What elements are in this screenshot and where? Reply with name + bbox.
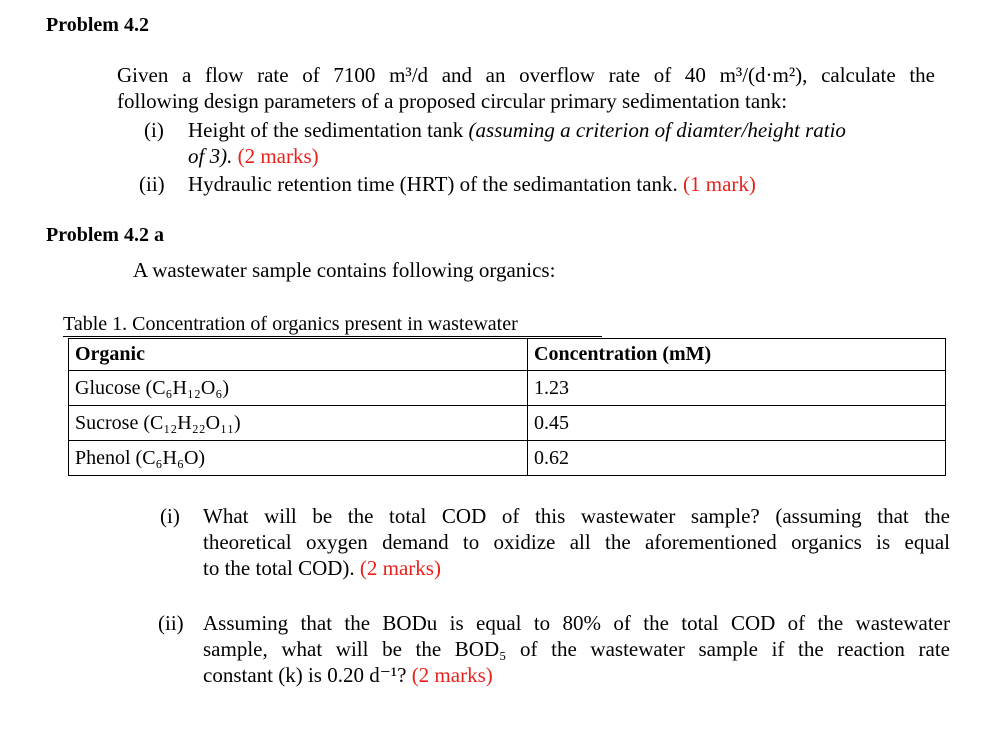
table-header-row — [69, 339, 946, 371]
problem-heading: Problem 4.2 — [46, 14, 149, 36]
question-line-3: constant (k) is 0.20 d⁻¹? — [203, 663, 407, 687]
cell-organic: Phenol (C₆H₆O) — [69, 441, 528, 476]
cell-concentration: 1.23 — [528, 371, 946, 406]
caption-underline — [63, 336, 602, 337]
cell-organic: Glucose (C₆H₁₂O₆) — [69, 371, 528, 406]
item-text: Hydraulic retention time (HRT) of the sedimantation tank. — [188, 172, 678, 196]
design-item-height — [144, 117, 944, 169]
item-number: (ii) — [139, 172, 165, 196]
table-row — [69, 406, 946, 441]
item-number: (i) — [144, 118, 164, 142]
organics-table — [68, 338, 946, 476]
question-line-1: Assuming that the BODu is equal to 80% of the total COD of the wastewater — [203, 611, 950, 635]
question-cod — [160, 503, 950, 583]
item-marks: (1 mark) — [683, 172, 756, 196]
question-number: (i) — [160, 504, 180, 528]
question-line-1: What will be the total COD of this wastewater sample? (assuming that the — [203, 504, 950, 528]
question-line-3: to the total COD). — [203, 556, 355, 580]
problem-heading-a: Problem 4.2 a — [46, 224, 164, 246]
question-bod5 — [158, 610, 950, 690]
problem-intro — [117, 62, 935, 114]
cell-organic: Sucrose (C₁₂H₂₂O₁₁) — [69, 406, 528, 441]
header-concentration: Concentration (mM) — [528, 339, 946, 371]
item-criterion-cont: of 3). — [188, 144, 233, 168]
question-marks: (2 marks) — [359, 556, 441, 580]
problem-a-intro: A wastewater sample contains following organics: — [133, 258, 556, 282]
question-line-2: theoretical oxygen demand to oxidize all the aforementioned organics is equal — [203, 530, 950, 554]
item-criterion: (assuming a criterion of diamter/height ratio — [468, 118, 846, 142]
header-organic: Organic — [69, 339, 528, 371]
question-marks: (2 marks) — [411, 663, 493, 687]
design-item-hrt — [139, 171, 944, 197]
table-row — [69, 371, 946, 406]
table-caption: Table 1. Concentration of organics present in wastewater — [63, 313, 518, 335]
table-row — [69, 441, 946, 476]
intro-line-2: following design parameters of a proposed circular primary sedimentation tank: — [117, 89, 788, 113]
cell-concentration: 0.62 — [528, 441, 946, 476]
cell-concentration: 0.45 — [528, 406, 946, 441]
question-line-2: sample, what will be the BOD₅ of the wastewater sample if the reaction rate — [203, 637, 950, 661]
item-marks: (2 marks) — [237, 144, 319, 168]
item-text: Height of the sedimentation tank — [188, 118, 464, 142]
intro-line-1: Given a flow rate of 7100 m³/d and an overflow rate of 40 m³/(d·m²), calculate the — [117, 63, 935, 87]
question-number: (ii) — [158, 611, 184, 635]
